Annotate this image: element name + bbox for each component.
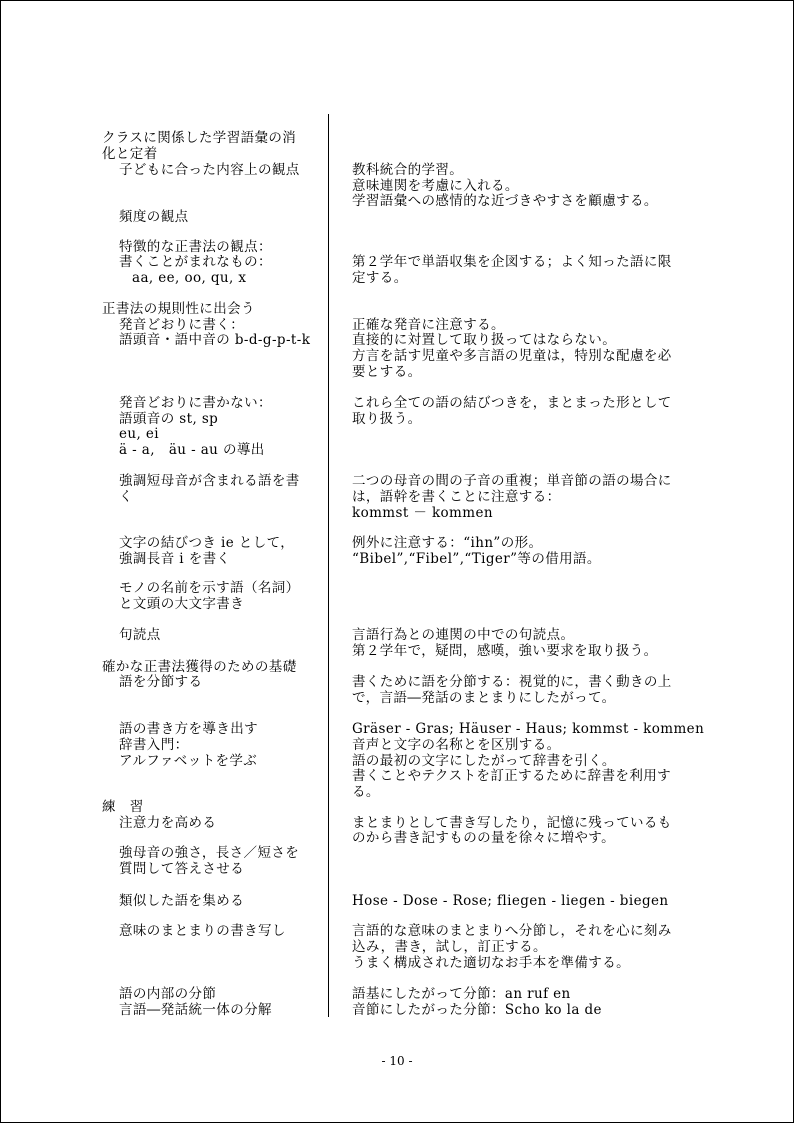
right-line: Gräser - Gras; Häuser - Haus; kommst - kommen: [352, 721, 705, 737]
right-line: “Bibel”,“Fibel”,“Tiger”等の借用語。: [352, 551, 601, 567]
left-line: 語頭音・語中音の b-d-g-p-t-k: [119, 332, 311, 348]
right-line: 言語的な意味のまとまりへ分節し，それを心に刻み: [352, 923, 672, 939]
left-line: 特徴的な正書法の観点：: [119, 239, 272, 255]
right-line: 書くために語を分節する：視覚的に，書く動きの上: [352, 674, 672, 690]
right-line: 取り扱う。: [352, 411, 422, 427]
right-line: 込み，書き，試し，訂正する。: [352, 939, 547, 955]
left-line: アルファベットを学ぶ: [119, 753, 258, 769]
right-line: これら全ての語の結びつきを，まとまった形として: [352, 395, 672, 411]
column-divider: [328, 114, 329, 1017]
left-line: 書くことがまれなもの：: [119, 254, 272, 270]
right-line: 学習語彙への感情的な近づきやすさを顧慮する。: [352, 193, 658, 209]
right-line: で，言語―発話のまとまりにしたがって。: [352, 690, 616, 706]
right-line: 意味連関を考慮に入れる。: [352, 178, 519, 194]
right-line: まとまりとして書き写したり，記憶に残っているも: [352, 815, 672, 831]
left-line: 言語―発話統一体の分解: [119, 1002, 272, 1018]
page-number: - 10 -: [381, 1054, 413, 1068]
left-line: eu, ei: [119, 426, 159, 442]
right-line: 要とする。: [352, 364, 422, 380]
left-line: 強母音の強さ，長さ／短さを: [119, 845, 300, 861]
left-line: 正書法の規則性に出会う: [102, 301, 255, 317]
right-line: 定する。: [352, 270, 408, 286]
left-line: 意味のまとまりの書き写し: [119, 923, 286, 939]
left-line: 子どもに合った内容上の観点: [119, 162, 300, 178]
left-line: 語頭音の st, sp: [119, 411, 219, 427]
right-line: Hose - Dose - Rose; fliegen - liegen - biegen: [352, 893, 669, 909]
left-line: 確かな正書法獲得のための基礎: [102, 659, 297, 675]
left-line: 語の内部の分節: [119, 986, 217, 1002]
right-line: は，語幹を書くことに注意する：: [352, 489, 561, 505]
left-line: 語を分節する: [119, 674, 203, 690]
right-line: 音節にしたがった分節：Scho ko la de: [352, 1002, 602, 1018]
left-line: 注意力を高める: [119, 815, 217, 831]
right-line: 第２学年で単語収集を企図する；よく知った語に限: [352, 254, 672, 270]
left-line: クラスに関係した学習語彙の消: [102, 130, 297, 146]
left-line: ä - a, äu - au の導出: [119, 442, 265, 458]
left-line: 発音どおりに書く：: [119, 317, 245, 333]
left-line: 類似した語を集める: [119, 893, 245, 909]
right-line: 音声と文字の名称とを区別する。: [352, 737, 561, 753]
right-line: 二つの母音の間の子音の重複；単音節の語の場合に: [352, 473, 672, 489]
left-line: く: [119, 489, 133, 505]
left-line: 強調長音 i を書く: [119, 551, 231, 567]
left-line: 発音どおりに書かない：: [119, 395, 272, 411]
left-line: 文字の結びつき ie として，: [119, 535, 295, 551]
left-line: 強調短母音が含まれる語を書: [119, 473, 300, 489]
left-line: 質問して答えさせる: [119, 861, 245, 877]
right-line: 書くことやテクストを訂正するために辞書を利用す: [352, 768, 672, 784]
right-line: る。: [352, 784, 380, 800]
right-line: 方言を話す児童や多言語の児童は，特別な配慮を必: [352, 348, 672, 364]
left-line: aa, ee, oo, qu, x: [132, 270, 247, 286]
right-line: うまく構成された適切なお手本を準備する。: [352, 955, 630, 971]
right-line: 正確な発音に注意する。: [352, 317, 505, 333]
left-line: と文頭の大文字書き: [119, 596, 245, 612]
right-line: 第２学年で，疑問，感嘆，強い要求を取り扱う。: [352, 643, 658, 659]
right-line: 直接的に対置して取り扱ってはならない。: [352, 332, 617, 348]
left-line: モノの名前を示す語（名詞）: [119, 580, 300, 596]
left-line: 語の書き方を導き出す: [119, 721, 258, 737]
right-line: 言語行為との連関の中での句読点。: [352, 627, 575, 643]
right-line: 語の最初の文字にしたがって辞書を引く。: [352, 753, 616, 769]
left-line: 句読点: [119, 627, 161, 643]
right-line: 語基にしたがって分節：an ruf en: [352, 986, 571, 1002]
right-line: のから書き記すものの量を徐々に増やす。: [352, 830, 616, 846]
right-line: 例外に注意する：“ihn”の形。: [352, 535, 543, 551]
left-line: 化と定着: [102, 146, 158, 162]
left-line: 頻度の観点: [119, 209, 189, 225]
left-line: 練 習: [102, 799, 144, 815]
left-line: 辞書入門：: [119, 737, 189, 753]
right-line: 教科統合的学習。: [352, 162, 464, 178]
right-line: kommst － kommen: [352, 505, 493, 521]
